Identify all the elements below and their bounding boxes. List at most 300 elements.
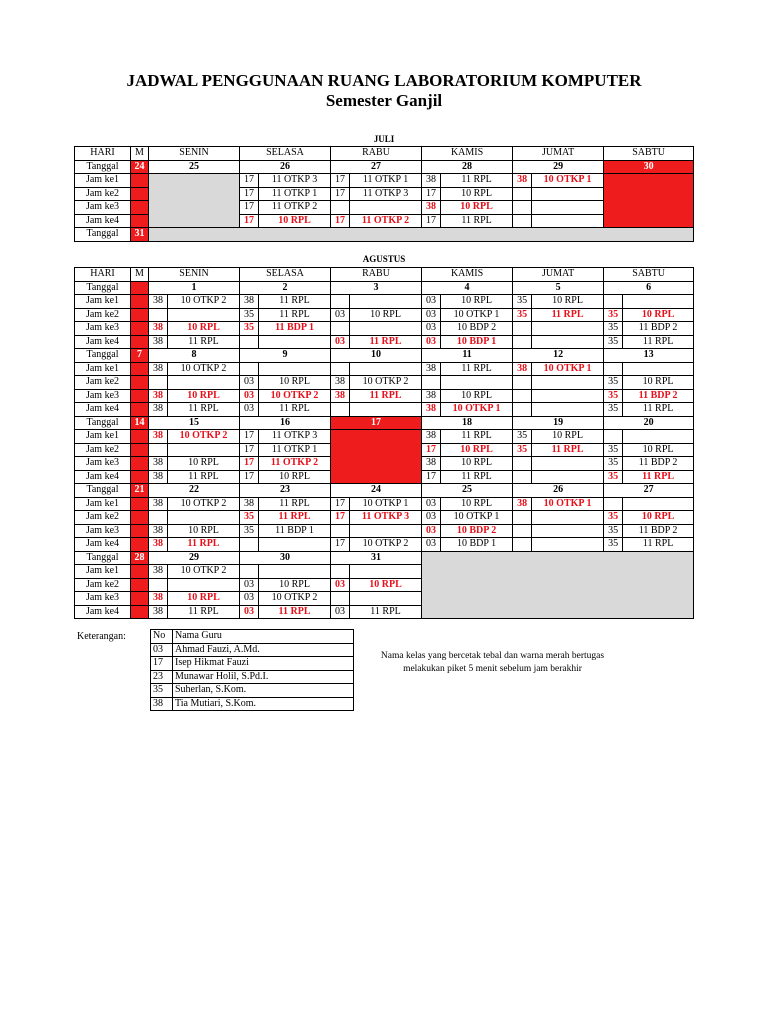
class-cell: 10 OTKP 2	[350, 538, 422, 552]
day-date: 23	[240, 484, 331, 498]
teacher-code-cell: 38	[513, 362, 532, 376]
class-cell: 11 OTKP 1	[259, 187, 331, 201]
class-cell: 10 BDP 1	[441, 335, 513, 349]
teacher-code-cell: 03	[331, 335, 350, 349]
legend-row	[151, 670, 354, 684]
class-cell: 11 OTKP 3	[350, 511, 422, 525]
jam-row	[75, 511, 694, 525]
class-cell: 10 RPL	[168, 524, 240, 538]
header-kamis: KAMIS	[422, 268, 513, 282]
holiday-block	[331, 430, 422, 484]
class-cell: 10 RPL	[168, 322, 240, 336]
teacher-code-cell	[604, 497, 623, 511]
keterangan-label: Keterangan:	[77, 631, 126, 642]
minggu-cell	[131, 389, 149, 403]
schedule-table-juli	[74, 146, 694, 242]
teacher-code-cell: 35	[513, 443, 532, 457]
minggu-cell	[131, 362, 149, 376]
day-date: 15	[149, 416, 240, 430]
teacher-code-cell: 35	[604, 389, 623, 403]
jam-row	[75, 403, 694, 417]
class-cell: 11 OTKP 2	[259, 201, 331, 215]
teacher-code-cell	[513, 201, 532, 215]
class-cell	[168, 443, 240, 457]
teacher-code-cell: 38	[149, 538, 168, 552]
jam-label: Jam ke2	[75, 187, 131, 201]
class-cell: 11 BDP 1	[259, 322, 331, 336]
class-cell: 10 RPL	[259, 214, 331, 228]
teacher-code-cell: 38	[422, 362, 441, 376]
day-date: 18	[422, 416, 513, 430]
day-date: 28	[422, 160, 513, 174]
class-cell	[168, 578, 240, 592]
holiday-block	[604, 174, 694, 228]
jam-row	[75, 174, 694, 188]
teacher-code-cell: 35	[604, 403, 623, 417]
minggu-cell	[131, 201, 149, 215]
class-cell: 10 BDP 2	[441, 524, 513, 538]
class-cell: 10 RPL	[623, 308, 694, 322]
class-cell: 10 RPL	[623, 376, 694, 390]
day-date: 13	[604, 349, 694, 363]
class-cell: 10 OTKP 1	[532, 497, 604, 511]
teacher-code-cell: 17	[422, 214, 441, 228]
jam-label: Jam ke3	[75, 389, 131, 403]
class-cell	[259, 335, 331, 349]
class-cell	[532, 470, 604, 484]
teacher-code-cell: 17	[240, 457, 259, 471]
jam-label: Jam ke2	[75, 376, 131, 390]
teacher-code-cell: 17	[240, 174, 259, 188]
minggu-date: 7	[131, 349, 149, 363]
day-date: 11	[422, 349, 513, 363]
teacher-code-cell: 38	[149, 457, 168, 471]
class-cell: 11 RPL	[441, 470, 513, 484]
legend-header-name: Nama Guru	[173, 630, 354, 644]
jam-label: Jam ke3	[75, 201, 131, 215]
teacher-code-cell	[149, 308, 168, 322]
class-cell: 11 OTKP 3	[350, 187, 422, 201]
teacher-code-cell: 03	[240, 389, 259, 403]
minggu-cell	[131, 538, 149, 552]
class-cell: 10 OTKP 2	[259, 389, 331, 403]
teacher-code-cell: 35	[513, 295, 532, 309]
jam-label: Jam ke4	[75, 605, 131, 619]
class-cell: 11 BDP 2	[623, 389, 694, 403]
class-cell	[532, 457, 604, 471]
class-cell: 10 RPL	[623, 511, 694, 525]
teacher-code-cell	[331, 592, 350, 606]
class-cell: 11 BDP 2	[623, 457, 694, 471]
class-cell	[350, 295, 422, 309]
class-cell: 10 RPL	[350, 578, 422, 592]
class-cell: 10 RPL	[168, 389, 240, 403]
jam-label: Jam ke1	[75, 362, 131, 376]
teacher-code-cell: 38	[422, 201, 441, 215]
teacher-code-cell: 03	[422, 511, 441, 525]
class-cell	[623, 295, 694, 309]
teacher-code-cell	[149, 511, 168, 525]
header-selasa: SELASA	[240, 147, 331, 161]
jam-label: Jam ke4	[75, 403, 131, 417]
class-cell: 10 RPL	[441, 457, 513, 471]
teacher-code-cell: 35	[604, 524, 623, 538]
class-cell: 10 RPL	[441, 187, 513, 201]
teacher-code-cell: 35	[604, 470, 623, 484]
header-sabtu: SABTU	[604, 268, 694, 282]
minggu-cell	[131, 497, 149, 511]
teacher-code-cell: 17	[331, 187, 350, 201]
teacher-code-cell	[513, 403, 532, 417]
minggu-cell	[131, 592, 149, 606]
minggu-cell	[131, 605, 149, 619]
minggu-cell	[131, 376, 149, 390]
teacher-code-cell: 03	[331, 605, 350, 619]
class-cell	[532, 538, 604, 552]
teacher-code-cell	[331, 403, 350, 417]
minggu-cell	[131, 214, 149, 228]
class-cell: 11 RPL	[259, 497, 331, 511]
class-cell: 10 RPL	[441, 443, 513, 457]
class-cell: 10 OTKP 1	[532, 174, 604, 188]
class-cell	[168, 511, 240, 525]
jam-row	[75, 430, 694, 444]
class-cell: 10 OTKP 2	[350, 376, 422, 390]
teacher-code-cell	[604, 362, 623, 376]
jam-label: Jam ke4	[75, 214, 131, 228]
teacher-code-cell: 35	[513, 430, 532, 444]
jam-label: Jam ke2	[75, 308, 131, 322]
teacher-code-cell: 35	[240, 322, 259, 336]
teacher-code-cell: 03	[240, 605, 259, 619]
teacher-code-cell: 03	[422, 497, 441, 511]
teacher-code-cell: 38	[149, 389, 168, 403]
teacher-code-cell: 03	[331, 578, 350, 592]
teacher-code-cell: 17	[331, 214, 350, 228]
day-date: 16	[240, 416, 331, 430]
jam-label: Jam ke2	[75, 443, 131, 457]
class-cell	[532, 322, 604, 336]
teacher-code-cell: 38	[149, 497, 168, 511]
class-cell: 10 RPL	[168, 592, 240, 606]
month-caption-juli: JULI	[373, 134, 395, 144]
teacher-code-cell: 03	[422, 538, 441, 552]
teacher-code-cell: 38	[149, 295, 168, 309]
header-jumat: JUMAT	[513, 268, 604, 282]
teacher-code-cell: 17	[331, 174, 350, 188]
class-cell: 11 RPL	[623, 538, 694, 552]
teacher-code-cell: 35	[513, 308, 532, 322]
date-row-label: Tanggal	[75, 349, 131, 363]
minggu-cell	[131, 565, 149, 579]
page-title: JADWAL PENGGUNAAN RUANG LABORATORIUM KOMPUTER	[126, 71, 642, 90]
teacher-code-cell: 03	[240, 592, 259, 606]
class-cell: 11 OTKP 1	[259, 443, 331, 457]
teacher-code-cell: 38	[422, 174, 441, 188]
teacher-code-cell	[513, 335, 532, 349]
day-date: 4	[422, 281, 513, 295]
teacher-code-cell: 38	[331, 389, 350, 403]
minggu-cell	[131, 443, 149, 457]
class-cell: 11 RPL	[259, 403, 331, 417]
header-senin: SENIN	[149, 147, 240, 161]
class-cell: 10 RPL	[441, 295, 513, 309]
class-cell	[350, 592, 422, 606]
date-row	[75, 281, 694, 295]
day-date: 5	[513, 281, 604, 295]
minggu-cell	[131, 308, 149, 322]
class-cell: 10 RPL	[350, 308, 422, 322]
teacher-code-cell: 35	[604, 457, 623, 471]
class-cell	[259, 538, 331, 552]
teacher-code-cell	[513, 470, 532, 484]
class-cell: 10 RPL	[259, 376, 331, 390]
minggu-cell	[131, 511, 149, 525]
class-cell: 11 OTKP 2	[350, 214, 422, 228]
class-cell	[532, 376, 604, 390]
day-date: 1	[149, 281, 240, 295]
header-m: M	[131, 147, 149, 161]
teacher-code-cell: 03	[422, 308, 441, 322]
class-cell: 10 RPL	[623, 443, 694, 457]
teacher-code-cell: 38	[149, 362, 168, 376]
jam-label: Jam ke3	[75, 592, 131, 606]
date-row-label: Tanggal	[75, 281, 131, 295]
teacher-code-cell	[331, 524, 350, 538]
teacher-code-cell	[513, 538, 532, 552]
header-hari: HARI	[75, 147, 131, 161]
day-date: 25	[422, 484, 513, 498]
teacher-code-cell: 38	[149, 605, 168, 619]
day-date: 29	[149, 551, 240, 565]
class-cell: 10 OTKP 2	[168, 362, 240, 376]
teacher-code-cell: 17	[240, 214, 259, 228]
teacher-code-cell	[240, 335, 259, 349]
teacher-code-cell: 35	[604, 335, 623, 349]
class-cell: 11 OTKP 2	[259, 457, 331, 471]
jam-label: Jam ke1	[75, 430, 131, 444]
teacher-code-cell	[513, 457, 532, 471]
header-kamis: KAMIS	[422, 147, 513, 161]
teacher-code-cell: 03	[240, 376, 259, 390]
teacher-code-cell: 03	[422, 524, 441, 538]
class-cell: 10 RPL	[532, 295, 604, 309]
class-cell: 11 OTKP 3	[259, 174, 331, 188]
teacher-code-cell: 03	[422, 322, 441, 336]
class-cell	[623, 497, 694, 511]
minggu-cell	[131, 174, 149, 188]
day-date: 9	[240, 349, 331, 363]
schedule-table-agustus	[74, 267, 694, 619]
minggu-date: 31	[131, 228, 149, 242]
teacher-code-cell	[331, 362, 350, 376]
teacher-code-cell	[240, 565, 259, 579]
class-cell: 11 RPL	[259, 295, 331, 309]
class-cell: 10 OTKP 2	[168, 430, 240, 444]
class-cell	[532, 187, 604, 201]
teacher-code-cell: 03	[240, 403, 259, 417]
class-cell: 11 RPL	[259, 605, 331, 619]
teacher-code-cell	[149, 376, 168, 390]
teacher-code: 35	[151, 684, 173, 698]
teacher-code-cell	[240, 362, 259, 376]
teacher-code-cell: 38	[149, 592, 168, 606]
teacher-code-cell	[513, 187, 532, 201]
teacher-code-cell: 38	[149, 430, 168, 444]
class-cell: 11 RPL	[168, 335, 240, 349]
class-cell	[532, 524, 604, 538]
class-cell	[532, 214, 604, 228]
teacher-code-cell: 38	[422, 389, 441, 403]
class-cell	[168, 308, 240, 322]
class-cell: 11 RPL	[441, 430, 513, 444]
jam-row	[75, 524, 694, 538]
date-row-label: Tanggal	[75, 416, 131, 430]
month-caption-agustus: AGUSTUS	[362, 254, 406, 264]
teacher-code-cell	[513, 322, 532, 336]
teacher-code-cell: 35	[604, 376, 623, 390]
day-date: 30	[240, 551, 331, 565]
teacher-code-cell: 17	[240, 187, 259, 201]
teacher-code-cell	[149, 578, 168, 592]
class-cell: 11 OTKP 1	[350, 174, 422, 188]
class-cell: 10 BDP 1	[441, 538, 513, 552]
jam-row	[75, 538, 694, 552]
teacher-code-cell	[331, 322, 350, 336]
teacher-code-cell	[331, 565, 350, 579]
teacher-code-cell: 35	[604, 443, 623, 457]
class-cell	[350, 403, 422, 417]
teacher-code-cell: 35	[604, 511, 623, 525]
class-cell: 11 RPL	[168, 403, 240, 417]
date-row	[75, 228, 694, 242]
piket-note: Nama kelas yang bercetak tebal dan warna merah bertugas melakukan piket 5 menit sebelum jam berakhir	[380, 651, 605, 674]
teacher-code-cell	[604, 430, 623, 444]
minggu-cell	[131, 470, 149, 484]
class-cell: 10 RPL	[441, 201, 513, 215]
jam-label: Jam ke3	[75, 457, 131, 471]
date-row	[75, 349, 694, 363]
class-cell: 10 RPL	[441, 497, 513, 511]
teacher-code-cell	[604, 295, 623, 309]
class-cell	[441, 376, 513, 390]
teacher-code-cell	[149, 443, 168, 457]
class-cell: 11 RPL	[441, 362, 513, 376]
class-cell: 10 RPL	[532, 430, 604, 444]
class-cell: 11 RPL	[441, 174, 513, 188]
day-date: 30	[604, 160, 694, 174]
legend-row	[151, 657, 354, 671]
class-cell	[532, 403, 604, 417]
date-row-label: Tanggal	[75, 551, 131, 565]
class-cell: 10 OTKP 1	[532, 362, 604, 376]
minggu-date: 21	[131, 484, 149, 498]
day-date: 27	[604, 484, 694, 498]
minggu-cell	[131, 322, 149, 336]
class-cell: 11 BDP 2	[623, 322, 694, 336]
date-row	[75, 551, 694, 565]
date-row-label: Tanggal	[75, 484, 131, 498]
minggu-cell	[131, 578, 149, 592]
class-cell	[623, 362, 694, 376]
teacher-code-cell: 38	[513, 497, 532, 511]
teacher-code-cell: 17	[240, 430, 259, 444]
class-cell: 11 RPL	[350, 335, 422, 349]
header-sabtu: SABTU	[604, 147, 694, 161]
jam-row	[75, 335, 694, 349]
teacher-code-cell: 38	[513, 174, 532, 188]
teacher-code-cell: 35	[604, 308, 623, 322]
day-date: 22	[149, 484, 240, 498]
class-cell	[259, 362, 331, 376]
class-cell: 10 OTKP 2	[259, 592, 331, 606]
teacher-legend-table	[150, 629, 354, 711]
day-date: 31	[331, 551, 422, 565]
legend-header-no: No	[151, 630, 173, 644]
teacher-code-cell	[513, 376, 532, 390]
teacher-code-cell	[513, 389, 532, 403]
teacher-code-cell	[513, 214, 532, 228]
teacher-code-cell	[422, 376, 441, 390]
jam-label: Jam ke2	[75, 578, 131, 592]
jam-row	[75, 497, 694, 511]
legend-header-row	[151, 630, 354, 644]
teacher-code-cell: 38	[149, 565, 168, 579]
minggu-cell	[131, 457, 149, 471]
day-date: 25	[149, 160, 240, 174]
date-row-label: Tanggal	[75, 160, 131, 174]
teacher-code-cell: 38	[422, 457, 441, 471]
class-cell	[532, 511, 604, 525]
class-cell: 10 RPL	[441, 389, 513, 403]
day-date: 24	[331, 484, 422, 498]
day-date: 26	[240, 160, 331, 174]
teacher-code-cell: 38	[149, 403, 168, 417]
header-rabu: RABU	[331, 147, 422, 161]
jam-label: Jam ke1	[75, 565, 131, 579]
day-date: 17	[331, 416, 422, 430]
jam-label: Jam ke1	[75, 174, 131, 188]
minggu-date: 14	[131, 416, 149, 430]
date-row	[75, 416, 694, 430]
class-cell	[350, 565, 422, 579]
class-cell: 11 RPL	[259, 308, 331, 322]
minggu-cell	[131, 295, 149, 309]
teacher-code-cell: 03	[422, 335, 441, 349]
teacher-code-cell: 35	[240, 524, 259, 538]
class-cell: 11 BDP 1	[259, 524, 331, 538]
empty-days	[149, 228, 694, 242]
class-cell: 10 RPL	[168, 457, 240, 471]
teacher-code-cell: 17	[331, 497, 350, 511]
jam-label: Jam ke3	[75, 322, 131, 336]
teacher-code-cell: 35	[604, 322, 623, 336]
jam-row	[75, 322, 694, 336]
teacher-code-cell: 03	[240, 578, 259, 592]
teacher-code-cell: 38	[240, 497, 259, 511]
date-row	[75, 160, 694, 174]
teacher-code-cell	[513, 524, 532, 538]
class-cell: 11 RPL	[623, 470, 694, 484]
header-hari: HARI	[75, 268, 131, 282]
minggu-date	[131, 281, 149, 295]
legend-row	[151, 697, 354, 711]
class-cell: 11 RPL	[350, 605, 422, 619]
class-cell	[168, 376, 240, 390]
class-cell	[350, 362, 422, 376]
minggu-cell	[131, 335, 149, 349]
class-cell: 11 OTKP 3	[259, 430, 331, 444]
